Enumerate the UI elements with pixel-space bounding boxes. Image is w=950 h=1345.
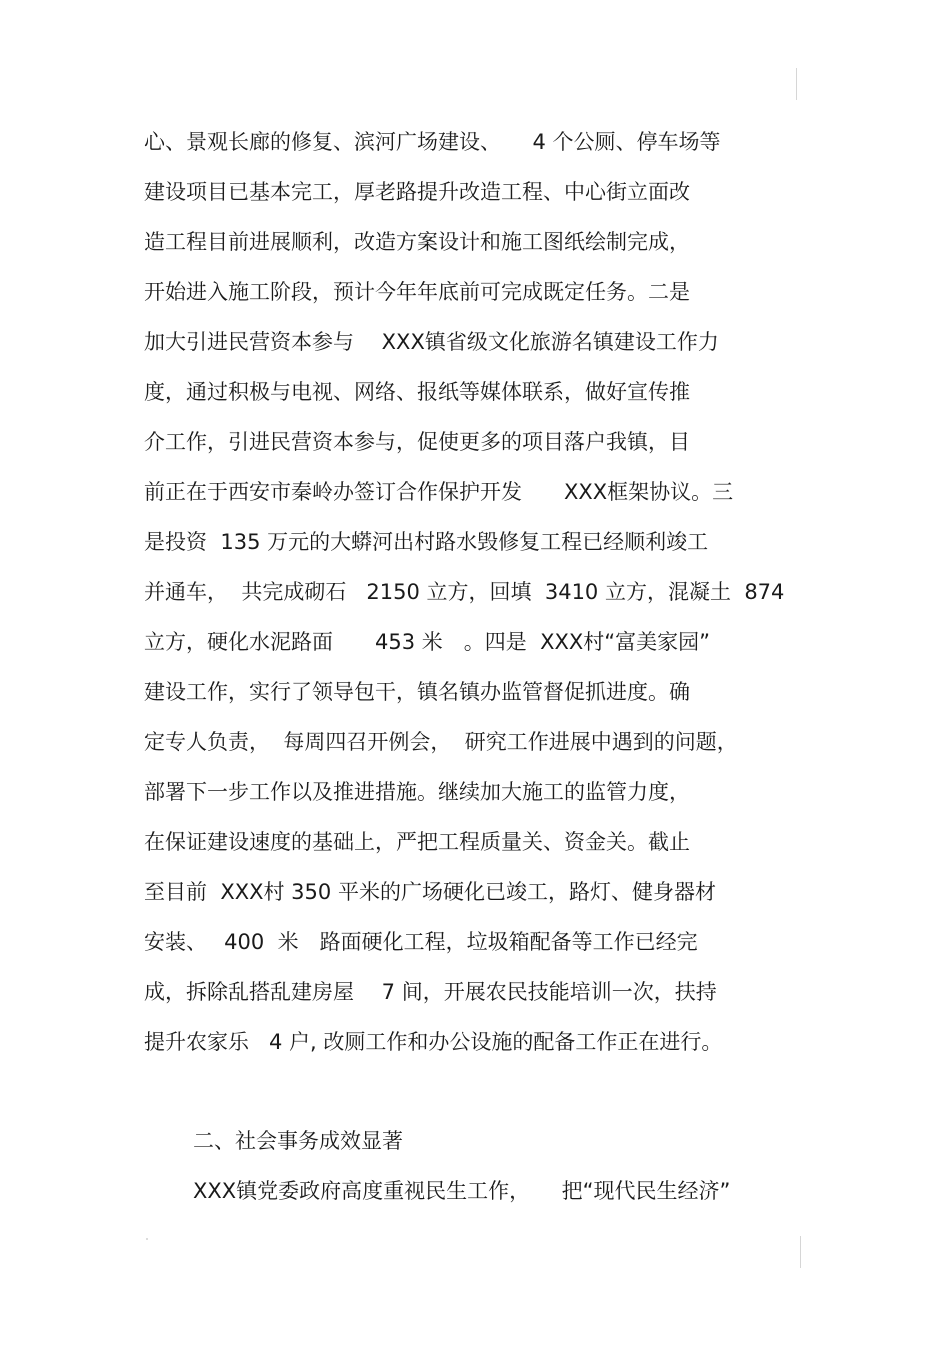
text-line: 在保证建设速度的基础上，严把工程质量关、资金关。截止 <box>144 830 690 854</box>
section-paragraph-line: XXX镇党委政府高度重视民生工作， 把“现代民生经济” <box>193 1179 731 1203</box>
text-line: 开始进入施工阶段，预计今年年底前可完成既定任务。二是 <box>144 280 690 304</box>
text-line: 安装、 400 米 路面硬化工程，垃圾箱配备等工作已经完 <box>144 930 698 954</box>
text-line: 前正在于西安市秦岭办签订合作保护开发 XXX框架协议。三 <box>144 480 734 504</box>
text-line: 心、景观长廊的修复、滨河广场建设、 4 个公厕、停车场等 <box>144 130 721 154</box>
section-heading: 二、社会事务成效显著 <box>193 1129 403 1153</box>
text-line: 加大引进民营资本参与 XXX镇省级文化旅游名镇建设工作力 <box>144 330 719 354</box>
page-corner-dot <box>146 1238 148 1240</box>
text-line: 部署下一步工作以及推进措施。继续加大施工的监管力度， <box>144 780 690 804</box>
text-line: 是投资 135 万元的大蟒河出村路水毁修复工程已经顺利竣工 <box>144 530 709 554</box>
text-line: 提升农家乐 4 户, 改厕工作和办公设施的配备工作正在进行。 <box>144 1030 723 1054</box>
text-line: 定专人负责， 每周四召开例会， 研究工作进展中遇到的问题， <box>144 730 738 754</box>
text-line: 至目前 XXX村 350 平米的广场硬化已竣工，路灯、健身器材 <box>144 880 716 904</box>
text-line: 建设项目已基本完工，厚老路提升改造工程、中心街立面改 <box>144 180 690 204</box>
text-line: 建设工作，实行了领导包干，镇名镇办监管督促抓进度。确 <box>144 680 690 704</box>
text-line: 成，拆除乱搭乱建房屋 7 间，开展农民技能培训一次，扶持 <box>144 980 717 1004</box>
page-corner-mark <box>796 68 797 100</box>
page-corner-mark <box>800 1236 801 1268</box>
text-line: 立方，硬化水泥路面 453 米 。四是 XXX村“富美家园” <box>144 630 711 654</box>
text-line: 造工程目前进展顺利，改造方案设计和施工图纸绘制完成， <box>144 230 690 254</box>
body-paragraph <box>144 125 784 1075</box>
text-line: 度，通过积极与电视、网络、报纸等媒体联系，做好宣传推 <box>144 380 690 404</box>
text-line: 介工作，引进民营资本参与，促使更多的项目落户我镇，目 <box>144 430 690 454</box>
text-line: 并通车， 共完成砌石 2150 立方，回填 3410 立方，混凝土 874 <box>144 580 785 604</box>
